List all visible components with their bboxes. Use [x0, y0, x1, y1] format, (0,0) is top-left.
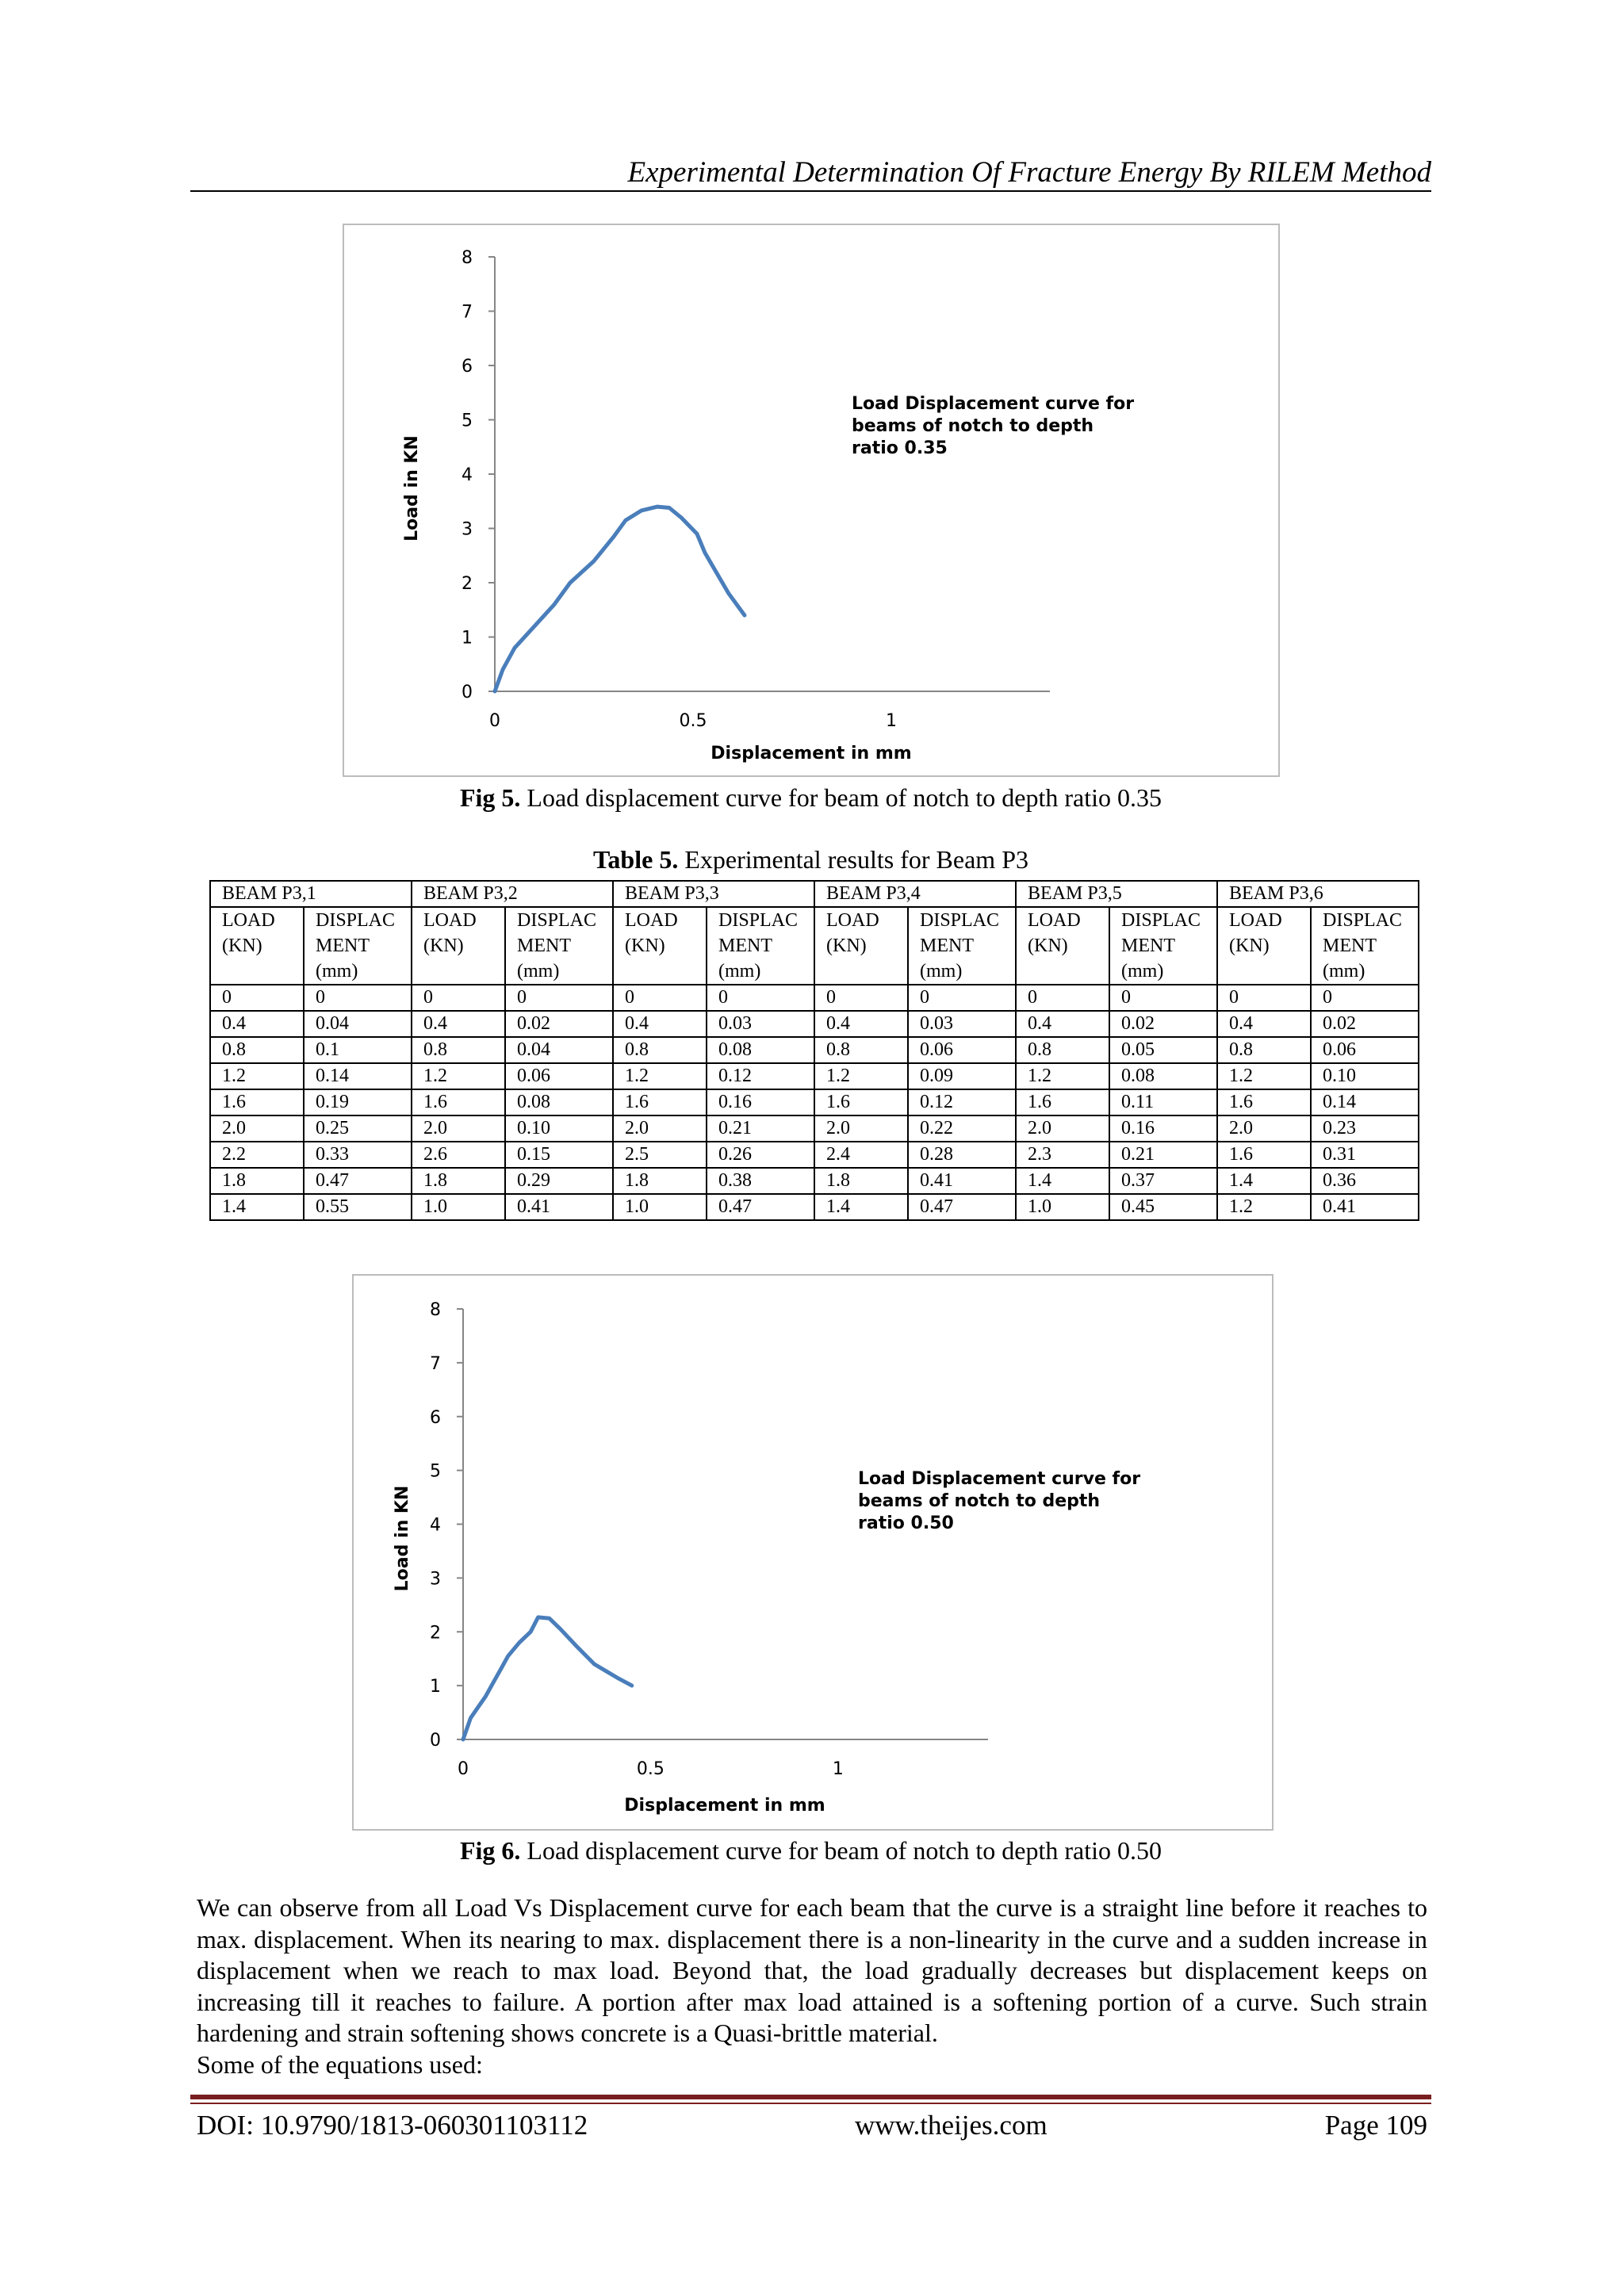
- displacement-cell: 0.02: [505, 1011, 613, 1037]
- load-cell: 0: [814, 985, 908, 1011]
- header-line: MENT: [316, 936, 370, 956]
- displacement-cell: 0.05: [1109, 1037, 1217, 1063]
- displacement-cell: 0.31: [1311, 1142, 1419, 1168]
- y-axis-label: Load in KN: [402, 435, 422, 541]
- displacement-cell: 0: [304, 985, 412, 1011]
- displacement-cell: 0: [1109, 985, 1217, 1011]
- table-row: [210, 985, 1419, 1011]
- load-column-header: [1016, 907, 1109, 985]
- displacement-cell: 0.26: [707, 1142, 814, 1168]
- header-line: (KN): [1028, 936, 1068, 956]
- displacement-cell: 0.45: [1109, 1194, 1217, 1220]
- table-row: [210, 1089, 1419, 1115]
- y-tick-label: 5: [430, 1461, 441, 1482]
- load-cell: 2.4: [814, 1142, 908, 1168]
- footer-doi: DOI: 10.9790/1813-060301103112: [197, 2110, 588, 2141]
- load-cell: 1.0: [613, 1194, 707, 1220]
- header-line: LOAD: [1028, 910, 1081, 931]
- displacement-cell: 0.19: [304, 1089, 412, 1115]
- beam-header: BEAM P3,1: [210, 881, 412, 907]
- header-line: DISPLAC: [1121, 910, 1201, 931]
- load-cell: 1.2: [1016, 1063, 1109, 1089]
- displacement-cell: 0.22: [908, 1115, 1016, 1142]
- load-cell: 0.8: [1217, 1037, 1311, 1063]
- displacement-cell: 0.06: [505, 1063, 613, 1089]
- displacement-column-header: [1109, 907, 1217, 985]
- header-line: LOAD: [826, 910, 879, 931]
- displacement-cell: 0.37: [1109, 1168, 1217, 1194]
- table-row: [210, 1168, 1419, 1194]
- footer-page: Page 109: [1324, 2110, 1427, 2141]
- displacement-cell: 0.15: [505, 1142, 613, 1168]
- header-line: (mm): [718, 961, 761, 982]
- table5-caption-text: Experimental results for Beam P3: [678, 845, 1028, 874]
- load-cell: 1.6: [1217, 1089, 1311, 1115]
- displacement-column-header: [505, 907, 613, 985]
- displacement-cell: 0.08: [707, 1037, 814, 1063]
- displacement-cell: 0.04: [505, 1037, 613, 1063]
- header-line: (mm): [316, 961, 358, 982]
- displacement-cell: 0.04: [304, 1011, 412, 1037]
- displacement-column-header: [707, 907, 814, 985]
- load-cell: 1.6: [1217, 1142, 1311, 1168]
- beam-header-row: [210, 881, 1419, 907]
- y-tick-label: 4: [430, 1515, 441, 1536]
- beam-header: BEAM P3,3: [613, 881, 814, 907]
- table-row: [210, 1142, 1419, 1168]
- load-cell: 1.8: [210, 1168, 304, 1194]
- body-last-line: Some of the equations used:: [197, 2049, 483, 2079]
- load-cell: 1.0: [412, 1194, 505, 1220]
- header-line: (KN): [625, 936, 665, 956]
- load-cell: 0.8: [613, 1037, 707, 1063]
- y-tick-label: 8: [430, 1300, 441, 1320]
- series-line: [495, 507, 745, 691]
- displacement-cell: 0.41: [505, 1194, 613, 1220]
- load-cell: 1.8: [613, 1168, 707, 1194]
- displacement-cell: 0.29: [505, 1168, 613, 1194]
- fig6-caption: [190, 1835, 1431, 1866]
- load-cell: 2.5: [613, 1142, 707, 1168]
- load-cell: 1.6: [814, 1089, 908, 1115]
- displacement-cell: 0.10: [1311, 1063, 1419, 1089]
- y-tick-label: 2: [462, 574, 473, 594]
- load-column-header: [1217, 907, 1311, 985]
- header-line: (mm): [1323, 961, 1365, 982]
- displacement-cell: 0.09: [908, 1063, 1016, 1089]
- footer-rule-thin: [190, 2103, 1431, 2104]
- displacement-cell: 0.25: [304, 1115, 412, 1142]
- load-cell: 2.6: [412, 1142, 505, 1168]
- fig5-caption: [190, 782, 1431, 813]
- header-line: (mm): [920, 961, 963, 982]
- load-cell: 1.2: [613, 1063, 707, 1089]
- y-tick-label: 8: [462, 248, 473, 268]
- load-cell: 1.8: [814, 1168, 908, 1194]
- footer-rule: [190, 2095, 1431, 2099]
- load-cell: 2.3: [1016, 1142, 1109, 1168]
- x-tick-label: 0: [489, 711, 500, 731]
- beam-header: BEAM P3,5: [1016, 881, 1217, 907]
- load-cell: 1.6: [210, 1089, 304, 1115]
- displacement-cell: 0.55: [304, 1194, 412, 1220]
- y-tick-label: 4: [462, 465, 473, 485]
- load-cell: 0: [1217, 985, 1311, 1011]
- displacement-cell: 0.14: [1311, 1089, 1419, 1115]
- load-cell: 1.2: [412, 1063, 505, 1089]
- load-cell: 0.4: [1016, 1011, 1109, 1037]
- fig6-caption-text: Load displacement curve for beam of notch to depth ratio 0.50: [520, 1836, 1162, 1865]
- y-tick-label: 0: [462, 683, 473, 702]
- load-cell: 0.4: [210, 1011, 304, 1037]
- load-cell: 2.0: [210, 1115, 304, 1142]
- header-line: MENT: [1323, 936, 1377, 956]
- load-cell: 0.8: [412, 1037, 505, 1063]
- footer-site: www.theijes.com: [855, 2110, 1048, 2141]
- fig5-caption-text: Load displacement curve for beam of notch to depth ratio 0.35: [520, 783, 1162, 812]
- header-line: MENT: [517, 936, 571, 956]
- displacement-cell: 0: [1311, 985, 1419, 1011]
- table-row: [210, 1037, 1419, 1063]
- y-tick-label: 3: [430, 1569, 441, 1590]
- y-tick-label: 3: [462, 519, 473, 540]
- header-line: MENT: [1121, 936, 1175, 956]
- load-cell: 0.4: [814, 1011, 908, 1037]
- load-column-header: [613, 907, 707, 985]
- header-line: MENT: [718, 936, 772, 956]
- load-column-header: [814, 907, 908, 985]
- chart-annotation: ratio 0.50: [858, 1513, 954, 1533]
- displacement-cell: 0.08: [1109, 1063, 1217, 1089]
- displacement-cell: 0.38: [707, 1168, 814, 1194]
- load-cell: 2.0: [412, 1115, 505, 1142]
- table-row: [210, 1115, 1419, 1142]
- displacement-cell: 0.03: [908, 1011, 1016, 1037]
- load-cell: 1.4: [210, 1194, 304, 1220]
- chart-annotation: Load Displacement curve for: [852, 394, 1135, 414]
- beam-header: BEAM P3,6: [1217, 881, 1419, 907]
- load-cell: 0: [210, 985, 304, 1011]
- header-line: LOAD: [222, 910, 275, 931]
- load-cell: 0: [613, 985, 707, 1011]
- header-line: (mm): [1121, 961, 1164, 982]
- load-cell: 2.0: [1217, 1115, 1311, 1142]
- body-text: [197, 1892, 1427, 2080]
- load-cell: 0.4: [613, 1011, 707, 1037]
- displacement-cell: 0.41: [1311, 1194, 1419, 1220]
- fig5-chart-svg: [344, 225, 1278, 775]
- series-line: [463, 1617, 632, 1739]
- header-line: (KN): [826, 936, 867, 956]
- displacement-cell: 0.02: [1311, 1011, 1419, 1037]
- displacement-cell: 0: [707, 985, 814, 1011]
- load-cell: 1.0: [1016, 1194, 1109, 1220]
- load-cell: 1.2: [1217, 1194, 1311, 1220]
- chart-annotation: Load Displacement curve for: [858, 1469, 1141, 1489]
- load-cell: 1.6: [1016, 1089, 1109, 1115]
- load-cell: 2.2: [210, 1142, 304, 1168]
- load-cell: 1.2: [210, 1063, 304, 1089]
- load-cell: 1.4: [814, 1194, 908, 1220]
- fig6-caption-label: Fig 6.: [459, 1836, 521, 1865]
- header-line: (KN): [222, 936, 262, 956]
- load-cell: 0.8: [1016, 1037, 1109, 1063]
- x-tick-label: 1: [886, 711, 897, 731]
- y-tick-label: 7: [462, 302, 473, 323]
- body-paragraph: We can observe from all Load Vs Displacement curve for each beam that the curve is a straight line before it reaches to max. displacement. When its nearing to max. displacement there is a non-linearity in the curve and a sudden increase in displacement when we reach to max load. Beyond that, the load gradually decreases but displacement keeps on increasing till it reaches to failure. A portion after max load attained is a softening portion of a curve. Such strain hardening and strain softening shows concrete is a Quasi-brittle material.: [197, 1893, 1427, 2047]
- header-line: (mm): [517, 961, 560, 982]
- displacement-cell: 0.08: [505, 1089, 613, 1115]
- beam-header: BEAM P3,4: [814, 881, 1016, 907]
- fig6-chart-svg: [354, 1276, 1272, 1829]
- fig5-chart: [343, 224, 1280, 777]
- header-line: MENT: [920, 936, 974, 956]
- displacement-column-header: [304, 907, 412, 985]
- displacement-column-header: [908, 907, 1016, 985]
- displacement-cell: 0.02: [1109, 1011, 1217, 1037]
- running-header: Experimental Determination Of Fracture Energy By RILEM Method: [627, 156, 1431, 189]
- displacement-cell: 0.03: [707, 1011, 814, 1037]
- displacement-cell: 0.06: [1311, 1037, 1419, 1063]
- results-table: [209, 880, 1419, 1221]
- y-tick-label: 5: [462, 411, 473, 431]
- x-axis-label: Displacement in mm: [710, 744, 912, 763]
- load-cell: 0.4: [412, 1011, 505, 1037]
- displacement-cell: 0.16: [707, 1089, 814, 1115]
- displacement-column-header: [1311, 907, 1419, 985]
- header-rule: [190, 190, 1431, 192]
- header-line: DISPLAC: [517, 910, 597, 931]
- load-cell: 1.4: [1217, 1168, 1311, 1194]
- fig5-caption-label: Fig 5.: [459, 783, 521, 812]
- header-line: LOAD: [625, 910, 678, 931]
- displacement-cell: 0.41: [908, 1168, 1016, 1194]
- displacement-cell: 0.11: [1109, 1089, 1217, 1115]
- displacement-cell: 0.28: [908, 1142, 1016, 1168]
- displacement-cell: 0: [505, 985, 613, 1011]
- displacement-cell: 0.47: [707, 1194, 814, 1220]
- load-cell: 2.0: [1016, 1115, 1109, 1142]
- load-cell: 1.2: [814, 1063, 908, 1089]
- load-cell: 1.8: [412, 1168, 505, 1194]
- load-cell: 1.4: [1016, 1168, 1109, 1194]
- load-cell: 2.0: [814, 1115, 908, 1142]
- y-tick-label: 1: [430, 1677, 441, 1697]
- y-tick-label: 6: [430, 1407, 441, 1428]
- load-cell: 2.0: [613, 1115, 707, 1142]
- page-footer: [197, 2107, 1427, 2144]
- fig6-chart: [352, 1274, 1274, 1831]
- displacement-cell: 0.12: [908, 1089, 1016, 1115]
- y-tick-label: 6: [462, 357, 473, 377]
- displacement-cell: 0.33: [304, 1142, 412, 1168]
- x-axis-label: Displacement in mm: [624, 1796, 825, 1816]
- x-tick-label: 1: [832, 1759, 844, 1779]
- load-cell: 1.6: [412, 1089, 505, 1115]
- y-tick-label: 1: [462, 628, 473, 649]
- y-tick-label: 2: [430, 1623, 441, 1644]
- load-cell: 1.6: [613, 1089, 707, 1115]
- header-line: LOAD: [1229, 910, 1282, 931]
- chart-annotation: beams of notch to depth: [858, 1491, 1101, 1511]
- table5-caption-label: Table 5.: [593, 845, 679, 874]
- x-tick-label: 0.5: [679, 711, 707, 731]
- x-tick-label: 0.5: [636, 1759, 665, 1779]
- displacement-cell: 0.06: [908, 1037, 1016, 1063]
- displacement-cell: 0.14: [304, 1063, 412, 1089]
- displacement-cell: 0.16: [1109, 1115, 1217, 1142]
- table-row: [210, 1194, 1419, 1220]
- displacement-cell: 0.47: [908, 1194, 1016, 1220]
- y-tick-label: 7: [430, 1353, 441, 1374]
- x-tick-label: 0: [458, 1759, 469, 1779]
- header-line: DISPLAC: [316, 910, 396, 931]
- table-row: [210, 1011, 1419, 1037]
- table-row: [210, 1063, 1419, 1089]
- load-column-header: [210, 907, 304, 985]
- header-line: LOAD: [423, 910, 477, 931]
- displacement-cell: 0.36: [1311, 1168, 1419, 1194]
- header-line: DISPLAC: [920, 910, 1000, 931]
- header-line: (KN): [1229, 936, 1270, 956]
- displacement-cell: 0.12: [707, 1063, 814, 1089]
- displacement-cell: 0.1: [304, 1037, 412, 1063]
- load-cell: 1.2: [1217, 1063, 1311, 1089]
- beam-header: BEAM P3,2: [412, 881, 613, 907]
- load-cell: 0.8: [814, 1037, 908, 1063]
- header-line: DISPLAC: [718, 910, 799, 931]
- displacement-cell: 0.21: [707, 1115, 814, 1142]
- table5: [209, 880, 1415, 1221]
- load-cell: 0.8: [210, 1037, 304, 1063]
- chart-annotation: ratio 0.35: [852, 438, 948, 458]
- load-cell: 0.4: [1217, 1011, 1311, 1037]
- displacement-cell: 0.10: [505, 1115, 613, 1142]
- displacement-cell: 0.21: [1109, 1142, 1217, 1168]
- displacement-cell: 0.23: [1311, 1115, 1419, 1142]
- column-header-row: [210, 907, 1419, 985]
- y-axis-label: Load in KN: [393, 1485, 412, 1592]
- load-cell: 0: [1016, 985, 1109, 1011]
- table5-caption: [190, 844, 1431, 875]
- header-line: DISPLAC: [1323, 910, 1403, 931]
- displacement-cell: 0.47: [304, 1168, 412, 1194]
- load-column-header: [412, 907, 505, 985]
- header-line: (KN): [423, 936, 464, 956]
- load-cell: 0: [412, 985, 505, 1011]
- y-tick-label: 0: [430, 1731, 441, 1751]
- displacement-cell: 0: [908, 985, 1016, 1011]
- chart-annotation: beams of notch to depth: [852, 416, 1094, 436]
